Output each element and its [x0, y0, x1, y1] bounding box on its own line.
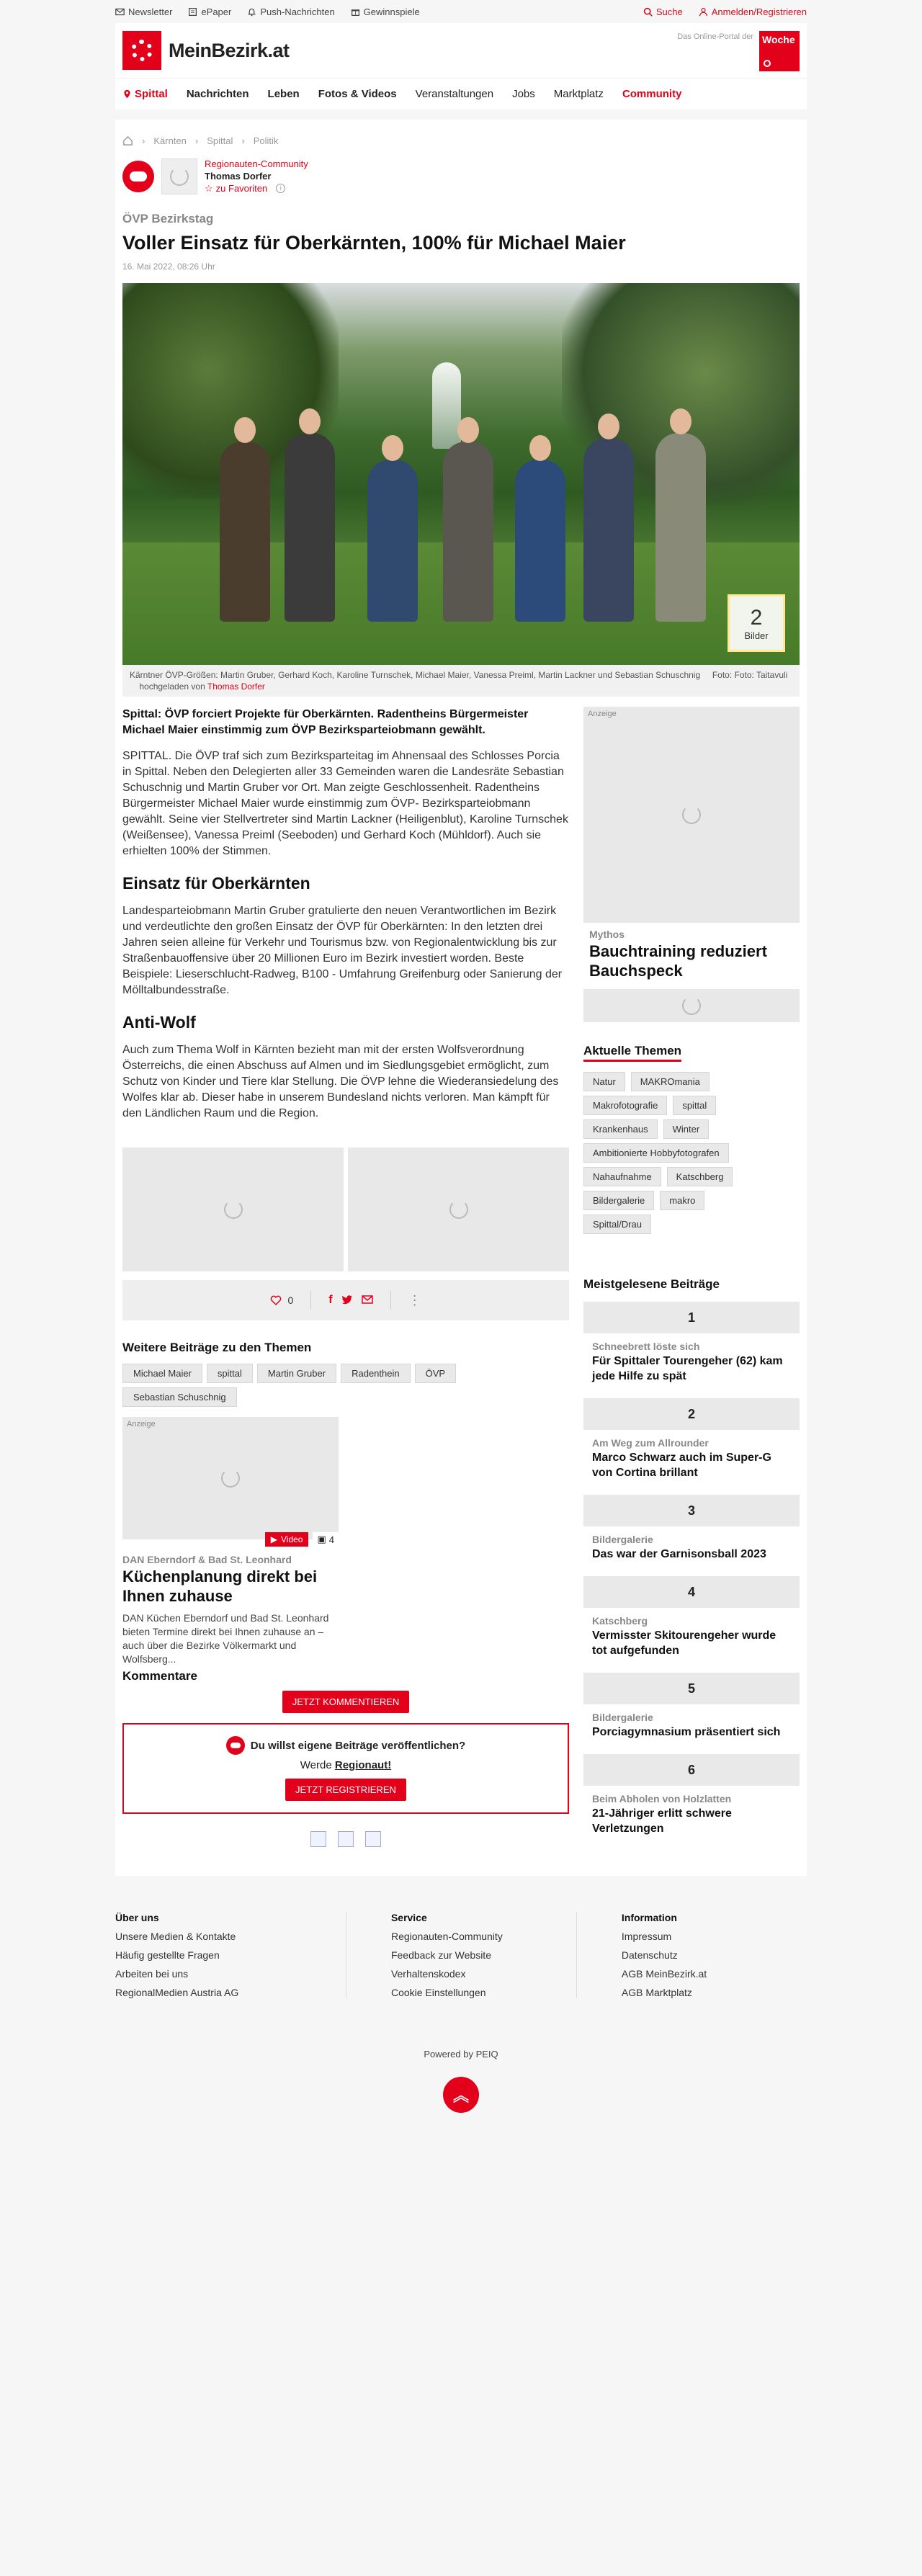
search-label: Suche — [655, 6, 683, 17]
related-tag[interactable]: Sebastian Schuschnig — [122, 1387, 237, 1407]
article-subheading-1: Einsatz für Oberkärnten — [122, 874, 310, 893]
most-read-item[interactable] — [583, 1754, 800, 1841]
site-footer — [115, 1912, 807, 1998]
topic-tag[interactable]: Natur — [583, 1072, 625, 1091]
camera-icon: ▣ — [317, 1534, 326, 1544]
search-icon — [643, 7, 653, 17]
gallery-count-button[interactable] — [728, 594, 785, 652]
bell-icon — [247, 7, 256, 17]
nav-item-leben[interactable]: Leben — [267, 88, 300, 100]
image-count-badge — [313, 1532, 339, 1547]
login-link[interactable] — [699, 6, 807, 17]
scroll-to-top-button[interactable] — [443, 2077, 479, 2113]
article-paragraph-3: Auch zum Thema Wolf in Kärnten bezieht man mit der ersten Wolfsverordnung Österreichs, die einen Abschuss auf Almen und im Siedlungsgebiet ermöglicht, zum Schutz von Kinder und Tiere klar Stellung. Die ÖVP lehne die Wiederansiedelung des Wolfes klar ab. Dieser habe in unserem Bundesland nichts verloren. Man kämpft für den Ländlichen Raum und die Region. — [122, 1044, 559, 1119]
topic-tag[interactable]: Spittal/Drau — [583, 1215, 651, 1234]
loading-spinner-icon — [224, 1200, 243, 1219]
site-header — [115, 23, 807, 78]
login-label: Anmelden/Registrieren — [711, 6, 807, 17]
chevron-up-icon: ︽ — [452, 2086, 469, 2105]
article-kicker: ÖVP Bezirkstag — [122, 212, 214, 225]
loading-spinner-icon — [449, 1200, 468, 1219]
most-read-kicker: Bildergalerie — [592, 1534, 653, 1545]
main-content — [115, 120, 807, 1876]
most-read-kicker: Bildergalerie — [592, 1712, 653, 1723]
hero-image[interactable] — [122, 283, 800, 665]
star-icon: ☆ — [205, 183, 213, 194]
sidebar — [583, 707, 800, 1847]
user-icon — [699, 7, 708, 17]
most-read-title-link[interactable]: 21-Jähriger erlitt schwere Verletzungen — [592, 1807, 732, 1835]
nav-location[interactable] — [122, 88, 168, 100]
topic-tag[interactable]: Makrofotografie — [583, 1096, 667, 1115]
epaper-icon — [188, 7, 197, 17]
register-button[interactable]: JETZT REGISTRIEREN — [285, 1779, 406, 1801]
article-paragraph-1: SPITTAL. Die ÖVP traf sich zum Bezirksparteitag im Ahnensaal des Schlosses Porcia in Spittal. Neben den Delegierten aller 33 Gemeinden waren die Landesräte Sebastian Schuschnig und Martin Gruber vor Ort. Man zeigte Geschlossenheit. Radentheins Bürgermeister Michael Maier wurde einstimmig zum ÖVP- Bezirksparteiobmann gewählt. Seine vier Stellvertreter sind Martin Lackner (Heiligenblut), Karoline Turnschek (Weißensee), Vanessa Preiml (Seeboden) und Gerhard Koch (Mühldorf). Auch sie erhielten 100% der Stimmen. — [122, 750, 568, 857]
footer-link[interactable]: Arbeiten bei uns — [115, 1968, 189, 1980]
email-share-icon[interactable] — [362, 1294, 373, 1307]
twitter-share-icon[interactable] — [341, 1294, 353, 1307]
logo-icon — [122, 31, 161, 70]
sidebar-ad-strip — [583, 989, 800, 1022]
gallery-label: Bilder — [744, 630, 769, 641]
nav-item-marktplatz[interactable]: Marktplatz — [553, 88, 604, 100]
gallery-thumb-1[interactable] — [122, 1148, 344, 1271]
werde-label: Werde — [300, 1759, 332, 1771]
push-label: Push-Nachrichten — [260, 6, 335, 17]
community-logo-icon — [226, 1736, 245, 1755]
play-icon: ▶ — [270, 1534, 277, 1544]
nav-location-label: Spittal — [135, 88, 168, 100]
community-logo-icon — [122, 161, 154, 192]
topic-tag[interactable]: Ambitionierte Hobbyfotografen — [583, 1143, 729, 1163]
add-favorite-label: zu Favoriten — [215, 183, 268, 194]
breadcrumb — [122, 135, 800, 146]
footer-col-service — [346, 1912, 576, 1998]
broken-image-icon — [338, 1831, 354, 1847]
most-read-item[interactable] — [583, 1398, 800, 1485]
video-badge-label: Video — [280, 1534, 303, 1544]
push-link[interactable] — [247, 6, 334, 17]
breadcrumb-separator-icon: › — [194, 135, 199, 146]
sidebar-ad-image[interactable] — [583, 707, 800, 923]
woche-label: Woche — [762, 34, 795, 45]
image-count: 4 — [328, 1534, 334, 1545]
loading-spinner-icon — [682, 996, 701, 1015]
most-read-rank: 6 — [583, 1754, 800, 1786]
related-tag[interactable]: Radenthein — [341, 1364, 411, 1383]
logo-text: MeinBezirk.at — [169, 39, 290, 61]
author-block — [122, 158, 800, 194]
topics-tags — [583, 1072, 771, 1234]
main-nav — [115, 78, 807, 109]
footer-link[interactable]: Regionauten-Community — [390, 1931, 503, 1942]
photo-credit: Foto: Foto: Taitavuli — [712, 670, 788, 680]
most-read-title-link[interactable]: Vermisster Skitourengeher wurde tot aufgefunden — [592, 1629, 776, 1657]
epaper-link[interactable] — [188, 6, 231, 17]
related-tag[interactable]: ÖVP — [415, 1364, 456, 1383]
more-options-icon[interactable]: ⋮ — [408, 1292, 421, 1307]
header-tagline: Das Online-Portal der — [677, 32, 753, 41]
comment-button[interactable]: JETZT KOMMENTIEREN — [282, 1691, 410, 1713]
epaper-label: ePaper — [201, 6, 232, 17]
topic-tag[interactable]: MAKROmania — [631, 1072, 710, 1091]
footer-link[interactable]: Cookie Einstellungen — [390, 1987, 486, 1998]
promo-kicker: DAN Eberndorf & Bad St. Leonhard — [122, 1554, 292, 1565]
loading-spinner-icon — [221, 1469, 240, 1488]
nav-item-veranstaltungen[interactable]: Veranstaltungen — [415, 88, 494, 100]
related-tag[interactable]: Michael Maier — [122, 1364, 202, 1383]
like-button[interactable] — [270, 1294, 293, 1306]
broken-image-icon — [310, 1831, 326, 1847]
home-icon[interactable] — [122, 135, 133, 146]
like-count: 0 — [287, 1294, 294, 1306]
search-link[interactable] — [643, 6, 683, 17]
gewinnspiele-link[interactable] — [351, 6, 420, 17]
page-title: Voller Einsatz für Oberkärnten, 100% für Michael Maier — [122, 232, 626, 254]
powered-by[interactable]: Powered by PEIQ — [424, 2049, 498, 2060]
most-read-kicker: Schneebrett löste sich — [592, 1341, 700, 1352]
article-subheading-2: Anti-Wolf — [122, 1013, 196, 1032]
most-read-kicker: Katschberg — [592, 1615, 648, 1627]
broken-image-icon — [365, 1831, 381, 1847]
register-box — [122, 1723, 569, 1814]
author-name[interactable]: Thomas Dorfer — [205, 171, 272, 182]
location-pin-icon — [122, 89, 132, 99]
footer-col-title: Information — [621, 1912, 677, 1923]
gallery-count: 2 — [750, 605, 763, 630]
footer-link[interactable]: Datenschutz — [621, 1949, 678, 1961]
most-read-title-link[interactable]: Porciagymnasium präsentiert sich — [592, 1726, 781, 1738]
footer-link[interactable]: AGB MeinBezirk.at — [621, 1968, 707, 1980]
facebook-share-icon[interactable]: f — [328, 1294, 333, 1306]
promo-image[interactable] — [122, 1417, 339, 1545]
most-read-item[interactable] — [583, 1302, 800, 1388]
most-read-item[interactable] — [583, 1576, 800, 1663]
most-read-item[interactable] — [583, 1673, 800, 1744]
newsletter-link[interactable] — [115, 6, 172, 17]
loading-spinner-icon — [170, 167, 189, 186]
most-read-kicker: Beim Abholen von Holzlatten — [592, 1793, 732, 1804]
gallery-thumb-2[interactable] — [348, 1148, 569, 1271]
article-date: 16. Mai 2022, 08:26 Uhr — [122, 261, 215, 272]
article-lead: Spittal: ÖVP forciert Projekte für Oberkärnten. Radentheins Bürgermeister Michael Maier einstimmig zum ÖVP Bezirksparteiobmann gewählt. — [122, 708, 529, 736]
article-paragraph-2: Landesparteiobmann Martin Gruber gratulierte den neuen Verantwortlichen im Bezirk und verdeutlichte den großen Einsatz der ÖVP für Oberkärnten: In den letzten drei Jahren seien alleine für Verkehr und Tourismus bzw. von Regionalentwicklung bis zur Straßenbauoffensive über 20 Millionen Euro im Bezirk investiert worden. Beste Beispiele: Lieserschlucht-Radweg, B100 - Umfahrung Greifenburg oder Sanierung der Mölltalbundesstraße. — [122, 905, 563, 996]
broken-images-row — [122, 1831, 569, 1847]
woche-logo[interactable] — [759, 31, 800, 71]
nav-item-community[interactable]: Community — [622, 88, 682, 100]
info-icon[interactable]: i — [276, 184, 285, 193]
image-pair — [122, 1148, 569, 1271]
most-read-kicker: Am Weg zum Allrounder — [592, 1437, 709, 1449]
footer-col-title: Service — [390, 1912, 427, 1923]
most-read-rank: 2 — [583, 1398, 800, 1430]
most-read-rank: 3 — [583, 1495, 800, 1526]
nav-item-jobs[interactable]: Jobs — [512, 88, 535, 100]
breadcrumb-item-politik[interactable]: Politik — [253, 135, 279, 146]
woche-dot-icon — [764, 60, 771, 67]
most-read-title-link[interactable]: Marco Schwarz auch im Super-G von Cortina brillant — [592, 1452, 771, 1479]
footer-col-information — [576, 1912, 807, 1998]
promo-card[interactable] — [122, 1417, 339, 1666]
topic-tag[interactable]: spittal — [673, 1096, 716, 1115]
breadcrumb-separator-icon: › — [142, 135, 146, 146]
most-read-rank: 4 — [583, 1576, 800, 1608]
article-actions — [122, 1280, 569, 1320]
related-tags — [122, 1364, 569, 1407]
most-read-title-link[interactable]: Das war der Garnisonsball 2023 — [592, 1548, 766, 1560]
footer-link[interactable]: Häufig gestellte Fragen — [115, 1949, 220, 1961]
mail-icon — [115, 7, 125, 17]
related-title: Weitere Beiträge zu den Themen — [122, 1341, 312, 1354]
sidebar-ad-kicker: Mythos — [589, 929, 625, 940]
gift-icon — [351, 7, 360, 17]
promo-text: DAN Küchen Eberndorf und Bad St. Leonhard bieten Termine direkt bei Ihnen zuhause an – auch über die Bezirke Völkermarkt und Wolfsberg... — [122, 1612, 329, 1665]
loading-spinner-icon — [682, 805, 701, 824]
sidebar-ad-label: Anzeige — [588, 710, 617, 718]
nav-item-nachrichten[interactable]: Nachrichten — [186, 88, 249, 100]
footer-link[interactable]: Unsere Medien & Kontakte — [115, 1931, 236, 1942]
most-read-rank: 5 — [583, 1673, 800, 1704]
footer-link[interactable]: Feedback zur Website — [390, 1949, 491, 1961]
register-question: Du willst eigene Beiträge veröffentlichen? — [250, 1739, 466, 1752]
promo-ad-label: Anzeige — [127, 1420, 156, 1428]
footer-link[interactable]: AGB Marktplatz — [621, 1987, 692, 1998]
related-tag[interactable]: Martin Gruber — [257, 1364, 336, 1383]
footer-col-about — [115, 1912, 346, 1998]
avatar[interactable] — [161, 158, 197, 194]
uploaded-label: hochgeladen von — [139, 681, 205, 692]
footer-link[interactable]: RegionalMedien Austria AG — [115, 1987, 239, 1998]
promo-title[interactable]: Küchenplanung direkt bei Ihnen zuhause — [122, 1567, 318, 1605]
breadcrumb-separator-icon: › — [241, 135, 245, 146]
topic-tag[interactable]: Bildergalerie — [583, 1191, 654, 1210]
most-read-title-link[interactable]: Für Spittaler Tourengeher (62) kam jede Hilfe zu spät — [592, 1355, 783, 1382]
video-badge — [265, 1532, 309, 1547]
add-favorite-button[interactable] — [205, 182, 308, 194]
footer-link[interactable]: Impressum — [621, 1931, 672, 1942]
footer-col-title: Über uns — [115, 1912, 159, 1923]
sidebar-ad-title[interactable]: Bauchtraining reduziert Bauchspeck — [589, 942, 767, 980]
topic-tag[interactable]: Winter — [663, 1119, 710, 1139]
topic-tag[interactable]: Krankenhaus — [583, 1119, 658, 1139]
gewinnspiele-label: Gewinnspiele — [363, 6, 420, 17]
site-logo[interactable] — [122, 31, 290, 70]
top-bar — [115, 0, 807, 23]
breadcrumb-item-kaernten[interactable]: Kärnten — [153, 135, 187, 146]
uploader-link[interactable]: Thomas Dorfer — [207, 681, 265, 692]
most-read-title: Meistgelesene Beiträge — [583, 1277, 720, 1291]
image-caption — [122, 665, 800, 697]
footer-link[interactable]: Verhaltenskodex — [390, 1968, 466, 1980]
topic-tag[interactable]: Katschberg — [667, 1167, 733, 1186]
regionaut-link[interactable]: Regionaut! — [334, 1759, 392, 1771]
caption-text: Kärntner ÖVP-Größen: Martin Gruber, Gerhard Koch, Karoline Turnschek, Michael Maier, Vanessa Preiml, Martin Lackner und Sebastian Schuschnig — [130, 670, 701, 680]
nav-item-fotos-videos[interactable]: Fotos & Videos — [318, 88, 397, 100]
newsletter-label: Newsletter — [128, 6, 173, 17]
author-community-link[interactable]: Regionauten-Community — [205, 158, 308, 169]
most-read-item[interactable] — [583, 1495, 800, 1566]
topic-tag[interactable]: Nahaufnahme — [583, 1167, 661, 1186]
sidebar-ad-card[interactable] — [583, 923, 800, 989]
comments-title: Kommentare — [122, 1669, 197, 1683]
related-tag[interactable]: spittal — [207, 1364, 253, 1383]
breadcrumb-item-spittal[interactable]: Spittal — [207, 135, 233, 146]
most-read-rank: 1 — [583, 1302, 800, 1333]
heart-icon — [270, 1294, 282, 1306]
topic-tag[interactable]: makro — [660, 1191, 704, 1210]
topics-title: Aktuelle Themen — [583, 1044, 681, 1062]
